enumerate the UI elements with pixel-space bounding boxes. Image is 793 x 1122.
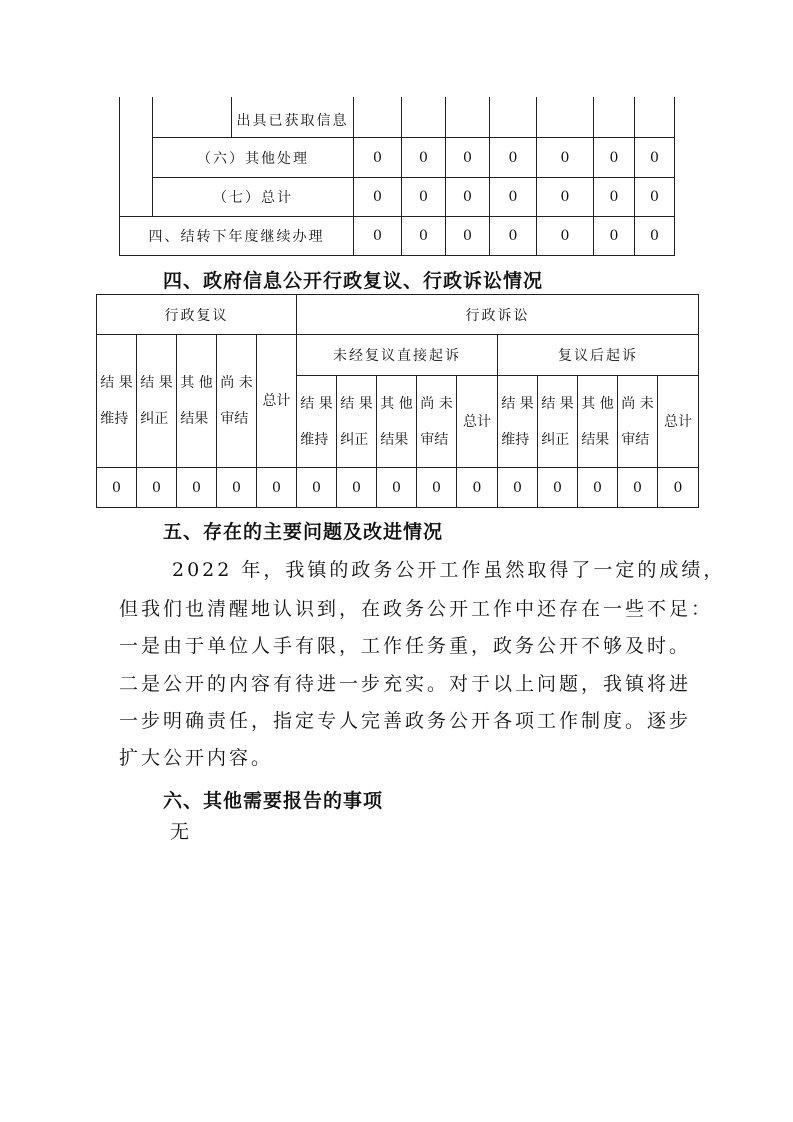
paragraph-line: 但我们也清醒地认识到，在政务公开工作中还存在一些不足： <box>119 598 714 620</box>
table-cell-value: 0 <box>432 479 441 496</box>
row-label: 四、结转下年度继续办理 <box>148 229 325 245</box>
table-cell-value: 0 <box>463 149 472 166</box>
column-header <box>137 335 176 467</box>
subgroup-header-direct: 未经复议直接起诉 <box>333 348 461 364</box>
table-cell-value: 0 <box>508 189 518 205</box>
table-cell-value: 0 <box>352 479 361 496</box>
section-6-body: 无 <box>170 821 193 843</box>
table-cell-value: 0 <box>508 149 518 166</box>
table-cell-value: 0 <box>650 228 659 244</box>
table-cell-value: 0 <box>272 479 281 496</box>
table-cell-value: 0 <box>392 479 401 496</box>
column-header <box>377 376 416 467</box>
table-cell-value: 0 <box>463 228 472 244</box>
paragraph-line: 扩大公开内容。 <box>119 747 274 769</box>
column-header-line: 维持 <box>100 411 129 427</box>
column-header <box>97 335 136 467</box>
table-cell-value: 0 <box>419 228 428 244</box>
column-header-line: 结 果 <box>501 395 534 412</box>
column-header <box>257 335 296 467</box>
table-cell-value: 0 <box>112 479 121 496</box>
row-label: （七）总计 <box>213 190 293 206</box>
table-cell-value: 0 <box>373 189 382 205</box>
column-header-line: 尚 未 <box>420 395 453 412</box>
section-heading-6: 六、其他需要报告的事项 <box>163 790 384 812</box>
row-label: （六）其他处理 <box>197 150 309 167</box>
table-cell-value: 0 <box>472 479 482 496</box>
column-header-line: 审结 <box>420 431 449 448</box>
table-cell-value: 0 <box>373 149 382 166</box>
table-cell-value: 0 <box>419 149 428 166</box>
table-cell-value: 0 <box>232 479 241 496</box>
section-heading-4: 四、政府信息公开行政复议、行政诉讼情况 <box>163 270 544 292</box>
table-cell-value: 0 <box>609 149 619 166</box>
column-header-line: 维持 <box>501 431 530 448</box>
table-cell-value: 0 <box>633 479 642 496</box>
group-header-litigation: 行政诉讼 <box>465 307 530 324</box>
column-header-line: 维持 <box>300 431 329 448</box>
column-header-line: 尚 未 <box>220 375 253 391</box>
table-cell-value: 0 <box>560 149 570 166</box>
row-label: 出具已获取信息 <box>236 113 349 129</box>
column-header-line: 结果 <box>180 411 209 427</box>
column-header <box>177 335 216 467</box>
table-cell-value: 0 <box>553 479 562 496</box>
table-border <box>96 507 699 508</box>
table-cell-value: 0 <box>513 479 522 496</box>
table-cell-value: 0 <box>593 479 602 496</box>
column-header-line: 结 果 <box>300 395 333 412</box>
table-cell-value: 0 <box>560 189 570 205</box>
group-header-review: 行政复议 <box>164 307 229 324</box>
column-header-line: 总计 <box>463 413 491 430</box>
column-header-line: 其 他 <box>380 395 413 412</box>
column-header-line: 结 果 <box>100 375 133 391</box>
column-header-line: 结果 <box>581 431 610 448</box>
subgroup-header-after-review: 复议后起诉 <box>558 348 638 364</box>
column-header-line: 其 他 <box>581 395 614 412</box>
column-header <box>217 335 256 467</box>
column-header-line: 结 果 <box>541 395 574 412</box>
table-border <box>674 97 675 255</box>
column-header-line: 其 他 <box>180 375 213 391</box>
table-cell-value: 0 <box>609 189 619 205</box>
column-header-line: 审结 <box>220 411 249 427</box>
column-header <box>538 376 577 467</box>
table-cell-value: 0 <box>463 189 472 205</box>
column-header-line: 纠正 <box>140 411 169 427</box>
column-header <box>457 376 497 467</box>
table-border <box>119 255 675 256</box>
table-cell-value: 0 <box>609 228 619 244</box>
column-header-line: 结 果 <box>340 395 373 412</box>
column-header <box>618 376 657 467</box>
column-header <box>498 376 537 467</box>
column-header <box>297 376 336 467</box>
paragraph-line: 二是公开的内容有待进一步充实。对于以上问题，我镇将进 <box>119 673 692 695</box>
column-header-line: 总计 <box>262 393 291 409</box>
paragraph-line: 2022 年，我镇的政务公开工作虽然取得了一定的成绩， <box>172 559 726 581</box>
column-header-line: 结 果 <box>140 375 173 391</box>
table-border <box>698 294 699 507</box>
column-header-line: 总计 <box>664 413 692 430</box>
table-cell-value: 0 <box>508 228 518 244</box>
column-header-line: 审结 <box>621 431 650 448</box>
column-header <box>658 376 698 467</box>
table-cell-value: 0 <box>192 479 201 496</box>
column-header <box>417 376 456 467</box>
table-cell-value: 0 <box>673 479 683 496</box>
section-heading-5: 五、存在的主要问题及改进情况 <box>163 521 444 543</box>
column-header-line: 尚 未 <box>621 395 654 412</box>
column-header <box>337 376 376 467</box>
table-cell-value: 0 <box>419 189 428 205</box>
column-header <box>578 376 617 467</box>
column-header-line: 纠正 <box>340 431 369 448</box>
table-cell-value: 0 <box>312 479 321 496</box>
table-cell-value: 0 <box>152 479 161 496</box>
table-cell-value: 0 <box>373 228 382 244</box>
paragraph-line: 一是由于单位人手有限，工作任务重，政务公开不够及时。 <box>119 635 692 657</box>
table-cell-value: 0 <box>560 228 570 244</box>
table-cell-value: 0 <box>650 149 659 166</box>
paragraph-line: 一步明确责任，指定专人完善政务公开各项工作制度。逐步 <box>119 710 692 732</box>
table-cell-value: 0 <box>650 189 659 205</box>
column-header-line: 结果 <box>380 431 409 448</box>
column-header-line: 纠正 <box>541 431 570 448</box>
